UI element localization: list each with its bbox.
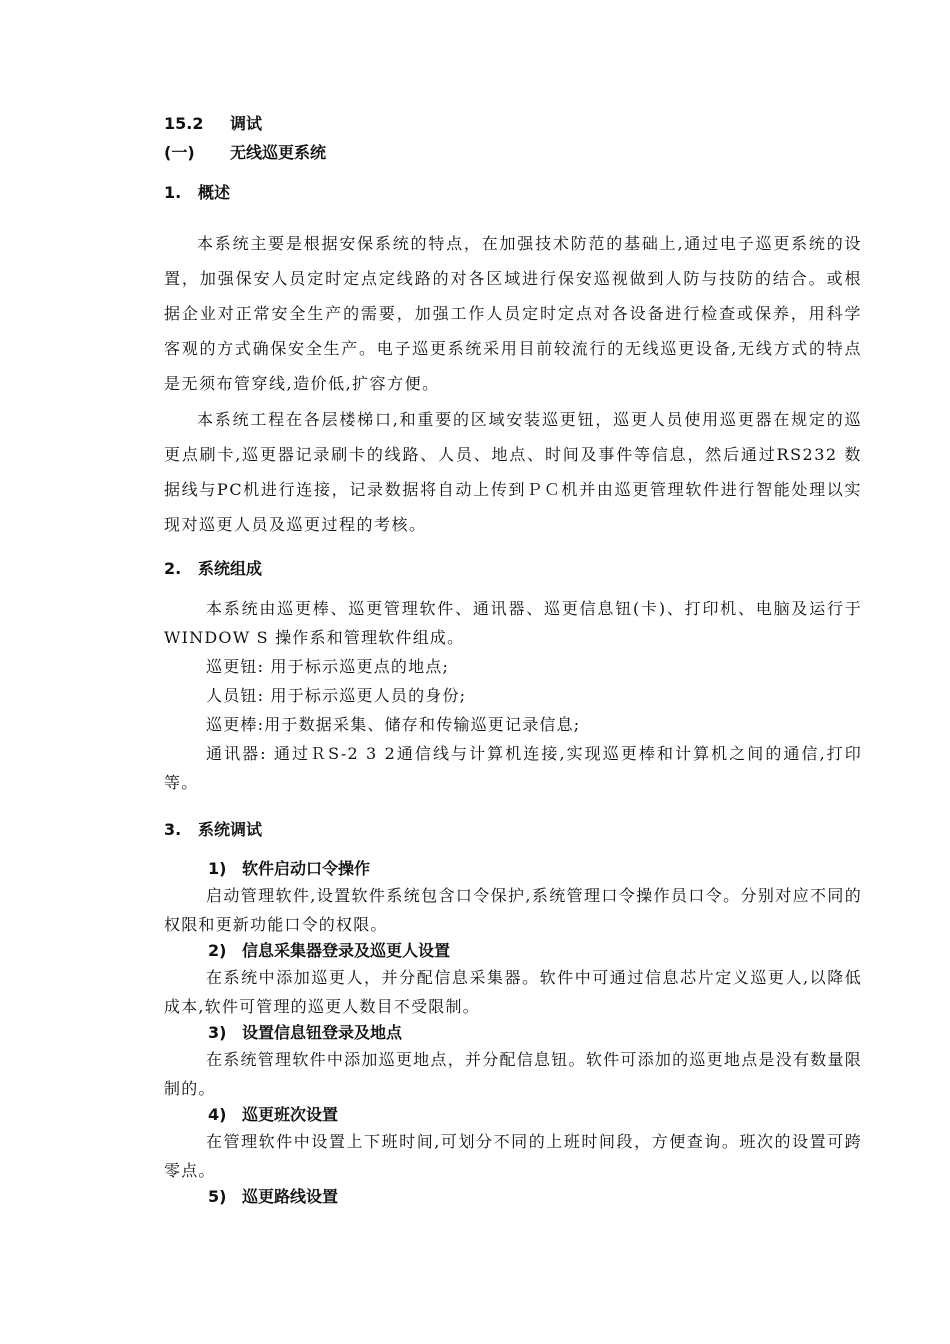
heading-composition — [164, 557, 262, 581]
heading-debugging — [164, 818, 262, 842]
step-title-5: 巡更路线设置 — [242, 1187, 339, 1206]
heading-overview — [164, 181, 230, 205]
step-title-1: 软件启动口令操作 — [242, 859, 371, 878]
heading-debugging-number: 3. — [164, 820, 182, 839]
heading-overview-title: 概述 — [198, 183, 231, 202]
step-heading-4 — [164, 1103, 862, 1127]
debugging-steps — [164, 857, 862, 1209]
section-title: 调试 — [230, 114, 263, 133]
part-heading — [164, 141, 326, 165]
step-number-4: 4) — [208, 1105, 227, 1124]
composition-item-patrol-stick: 巡更棒:用于数据采集、储存和传输巡更记录信息; — [206, 715, 581, 734]
overview-paragraph-1: 本系统主要是根据安保系统的特点，在加强技术防范的基础上,通过电子巡更系统的设置，加强保安人员定时定点定线路的对各区域进行保安巡视做到人防与技防的结合。或根据企业对正常安全生产的需要，加强工作人员定时定点对各设备进行检查或保养，用科学客观的方式确保安全生产。电子巡更系统采用目前较流行的无线巡更设备,无线方式的特点是无须布管穿线,造价低,扩容方便。 — [164, 234, 862, 393]
step-number-5: 5) — [208, 1187, 227, 1206]
composition-item-staff-button: 人员钮: 用于标示巡更人员的身份; — [206, 686, 467, 705]
step-text-1: 启动管理软件,设置软件系统包含口令保护,系统管理口令操作员口令。分别对应不同的权限和更新功能口令的权限。 — [164, 886, 862, 934]
part-title: 无线巡更系统 — [230, 143, 327, 162]
composition-item-patrol-button: 巡更钮: 用于标示巡更点的地点; — [206, 657, 450, 676]
step-text-4: 在管理软件中设置上下班时间,可划分不同的上班时间段，方便查询。班次的设置可跨零点。 — [164, 1132, 862, 1180]
step-number-2: 2) — [208, 941, 227, 960]
section-heading — [164, 112, 262, 136]
step-heading-3 — [164, 1021, 862, 1045]
step-number-1: 1) — [208, 859, 227, 878]
step-title-3: 设置信息钮登录及地点 — [242, 1023, 403, 1042]
step-text-3: 在系统管理软件中添加巡更地点，并分配信息钮。软件可添加的巡更地点是没有数量限制的。 — [164, 1050, 862, 1098]
heading-composition-title: 系统组成 — [198, 559, 263, 578]
step-heading-1 — [164, 857, 862, 881]
step-title-2: 信息采集器登录及巡更人设置 — [242, 941, 451, 960]
section-number: 15.2 — [164, 114, 204, 133]
step-number-3: 3) — [208, 1023, 227, 1042]
step-text-2: 在系统中添加巡更人，并分配信息采集器。软件中可通过信息芯片定义巡更人,以降低成本,软件可管理的巡更人数目不受限制。 — [164, 968, 862, 1016]
part-number: (一) — [164, 143, 195, 162]
composition-paragraph: 本系统由巡更棒、巡更管理软件、通讯器、巡更信息钮(卡)、打印机、电脑及运行于WINDOW S 操作系和管理软件组成。 — [164, 599, 862, 647]
heading-overview-number: 1. — [164, 183, 182, 202]
composition-item-communicator: 通讯器: 通过ＲS-2 3 2通信线与计算机连接,实现巡更棒和计算机之间的通信,打印等。 — [164, 744, 862, 792]
composition-section — [164, 594, 862, 797]
heading-composition-number: 2. — [164, 559, 182, 578]
step-heading-5 — [164, 1185, 862, 1209]
overview-paragraph-2: 本系统工程在各层楼梯口,和重要的区域安装巡更钮，巡更人员使用巡更器在规定的巡更点刷卡,巡更器记录刷卡的线路、人员、地点、时间及事件等信息，然后通过RS232 数据线与PC机进行连接，记录数据将自动上传到ＰＣ机并由巡更管理软件进行智能处理以实现对巡更人员及巡更过程的考核。 — [164, 410, 862, 534]
heading-debugging-title: 系统调试 — [198, 820, 263, 839]
step-title-4: 巡更班次设置 — [242, 1105, 339, 1124]
step-heading-2 — [164, 939, 862, 963]
overview-section — [164, 226, 862, 542]
